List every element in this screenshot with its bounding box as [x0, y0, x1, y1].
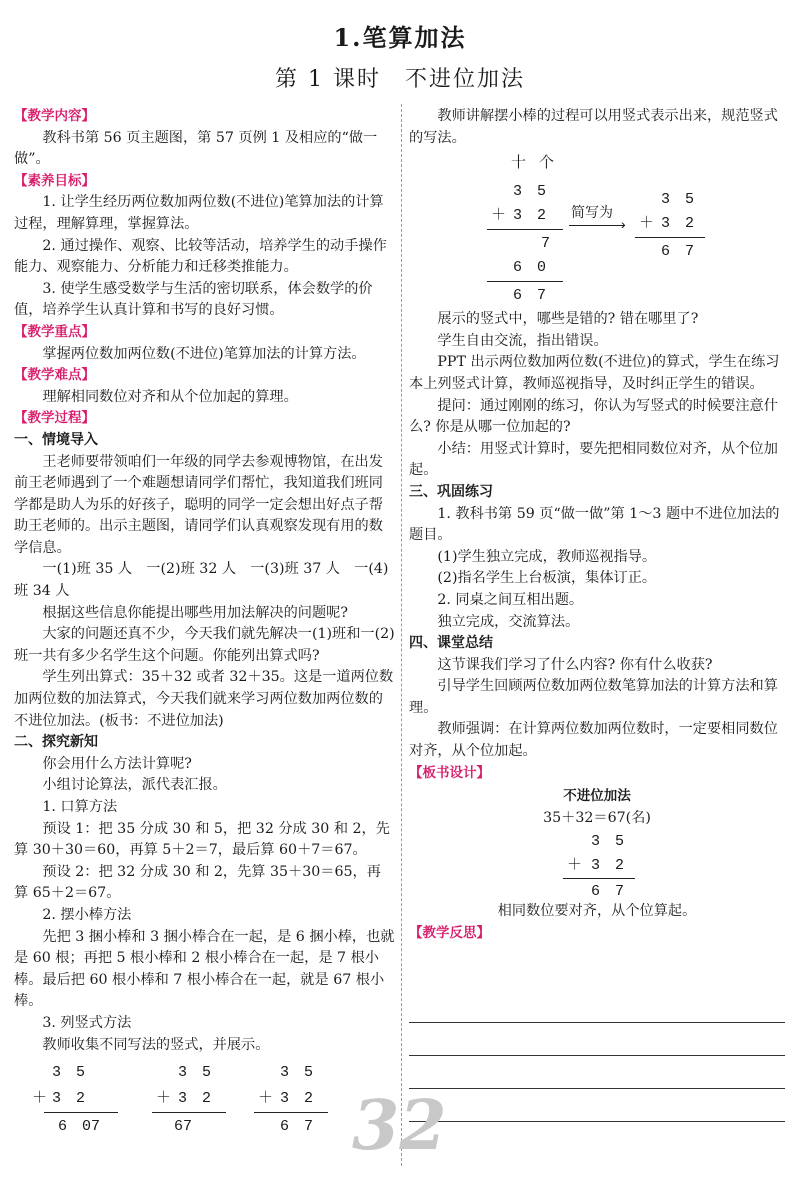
goal-1: 1. 让学生经历两位数加两位数(不进位)笔算加法的计算过程，理解算理，掌握算法。	[14, 194, 384, 232]
column-divider	[401, 104, 402, 1166]
problem-paragraph: 大家的问题还真不少，今天我们就先解决一(1)班和一(2)班一共有多少名学生这个问题。你能列出算式吗?	[14, 626, 395, 664]
ask-paragraph: 提问：通过刚刚的练习，你认为写竖式的时候要注意什么? 你是从哪一位加起的?	[409, 397, 778, 436]
ones-label: 个	[539, 155, 555, 173]
board-vertical-form	[409, 829, 785, 901]
standard-vertical-form	[409, 149, 785, 309]
ppt-paragraph: PPT 出示两位数加两位数(不进位)的算式，学生在练习本上列竖式计算，教师巡视指导，及时纠正学生的错误。	[409, 354, 780, 392]
practice-1b: (2)指名学生上台板演，集体订正。	[437, 570, 657, 587]
reflection-tag: 【教学反思】	[409, 925, 490, 942]
page-number: 32	[352, 1086, 447, 1166]
process-tag: 【教学过程】	[14, 410, 95, 427]
board-equation: 35＋32＝67(名)	[543, 809, 651, 826]
group-discussion: 小组讨论算法，派代表汇报。	[42, 777, 227, 794]
section-2-heading: 二、探究新知	[14, 734, 98, 751]
right-column	[409, 106, 785, 945]
student-exchange: 学生自由交流，指出错误。	[437, 332, 608, 349]
vertical-method-heading: 3. 列竖式方法	[42, 1014, 132, 1031]
class-info: 一(1)班 35 人 一(2)班 32 人 一(3)班 37 人 一(4)班 34 人	[14, 561, 389, 600]
preset-1: 预设 1：把 35 分成 30 和 5，把 32 分成 30 和 2，先算 30＋30＝60，再算 5＋2＝7，最后算 60＋7＝67。	[14, 820, 390, 859]
board-plus-sign: ＋	[567, 857, 583, 875]
goal-3: 3. 使学生感受数学与生活的密切联系，体会数学的价值，培养学生认真计算和书写的良好习惯。	[14, 280, 373, 319]
section-3-heading: 三、巩固练习	[409, 483, 493, 500]
short-form-label: 简写为	[571, 205, 613, 222]
preset-2: 预设 2：把 32 分成 30 和 2，先算 35＋30＝65，再算 65＋2＝67。	[14, 863, 381, 902]
arrow-right-icon: ›	[619, 218, 628, 235]
chapter-title: 1.笔算加法	[333, 23, 467, 52]
board-tag: 【板书设计】	[409, 764, 490, 781]
ex2-plus-sign: ＋	[156, 1090, 172, 1108]
oral-method-heading: 1. 口算方法	[42, 799, 118, 815]
board-addend-2: 3 2	[591, 857, 625, 875]
ex3-result: 6 7	[280, 1118, 314, 1136]
short-line	[635, 237, 705, 238]
difficulty-text: 理解相同数位对齐和从个位加起的算理。	[42, 388, 298, 405]
reflection-line-3[interactable]	[409, 1088, 785, 1089]
arrow-shaft	[569, 225, 625, 226]
content-text: 教科书第 56 页主题图，第 57 页例 1 及相应的“做一做”。	[14, 129, 378, 168]
ex1-addend-2: 3 2	[52, 1090, 86, 1108]
vf-line-1	[487, 229, 563, 230]
practice-1: 1. 教科书第 59 页“做一做”第 1～3 题中不进位加法的题目。	[409, 505, 780, 544]
key-tag: 【教学重点】	[14, 323, 95, 340]
practice-2a: 独立完成，交流算法。	[437, 613, 580, 630]
short-plus-sign: ＋	[639, 215, 655, 233]
lesson-title: 第 1 课时 不进位加法	[275, 67, 525, 92]
ex3-line	[254, 1112, 328, 1113]
content-tag: 【教学内容】	[14, 108, 95, 124]
board-title: 不进位加法	[563, 788, 631, 805]
vf-addend-1: 3 5	[513, 183, 547, 201]
ex2-result: 67	[174, 1118, 193, 1136]
vertical-collection: 教师收集不同写法的竖式，并展示。	[42, 1036, 270, 1053]
practice-2: 2. 同桌之间互相出题。	[437, 591, 584, 608]
board-note: 相同数位要对齐，从个位算起。	[497, 903, 697, 920]
left-column	[14, 106, 395, 1144]
short-addend-2: 3 2	[661, 215, 695, 233]
short-addend-1: 3 5	[661, 191, 695, 209]
error-question: 展示的竖式中，哪些是错的? 错在哪里了?	[437, 311, 699, 328]
method-question: 你会用什么方法计算呢?	[42, 755, 192, 772]
ex1-plus-sign: ＋	[32, 1090, 48, 1108]
review-guide: 引导学生回顾两位数加两位数笔算加法的计算方法和算理。	[409, 678, 778, 716]
sticks-method-heading: 2. 摆小棒方法	[42, 906, 132, 923]
tens-label: 十	[511, 155, 527, 173]
vf-plus-sign: ＋	[491, 207, 507, 225]
board-addend-1: 3 5	[591, 833, 625, 851]
ex3-addend-2: 3 2	[280, 1090, 314, 1108]
key-text: 掌握两位数加两位数(不进位)笔算加法的计算方法。	[42, 345, 366, 362]
short-sum: 6 7	[661, 243, 695, 261]
summary-paragraph: 小结：用竖式计算时，要先把相同数位对齐，从个位加起。	[409, 440, 778, 479]
question-paragraph: 根据这些信息你能提出哪些用加法解决的问题呢?	[42, 604, 348, 621]
intro-paragraph: 王老师要带领咱们一年级的同学去参观博物馆，在出发前王老师遇到了一个难题想请同学们帮忙，我知道我们班同学都是助人为乐的好孩子，聪明的同学一定会想出好点子帮助王老师的。出示主题图，请同学们认真观察发现有用的数学信息。	[14, 453, 383, 556]
vf-sum: 6 7	[513, 287, 547, 305]
sticks-paragraph: 先把 3 捆小棒和 3 捆小棒合在一起，是 6 捆小棒，也就是 60 根；再把 5 根小棒和 2 根小棒合在一起，是 7 根小棒。最后把 60 根小棒和 7 根小棒合在一起，就是 67 根小棒。	[14, 928, 395, 1010]
reflection-line-1[interactable]	[409, 1022, 785, 1023]
ex1-line	[44, 1112, 118, 1113]
ex1-result: 6 07	[58, 1118, 101, 1136]
goal-2: 2. 通过操作、观察、比较等活动，培养学生的动手操作能力、观察能力、分析能力和迁移类推能力。	[14, 237, 387, 276]
student-vertical-forms	[14, 1060, 395, 1144]
section-4-heading: 四、课堂总结	[409, 635, 493, 652]
ex2-addend-1: 3 5	[178, 1064, 212, 1082]
practice-1a: (1)学生独立完成，教师巡视指导。	[437, 548, 657, 565]
board-line	[563, 878, 635, 879]
goals-tag: 【素养目标】	[14, 172, 95, 189]
review-question: 这节课我们学习了什么内容? 你有什么收获?	[437, 656, 713, 673]
vf-line-2	[487, 281, 563, 282]
ex3-plus-sign: ＋	[258, 1090, 274, 1108]
board-sum: 6 7	[591, 883, 625, 901]
vf-partial-ones: 7	[541, 235, 551, 253]
ex1-addend-1: 3 5	[52, 1064, 86, 1082]
reflection-line-2[interactable]	[409, 1055, 785, 1056]
teacher-emphasis: 教师强调：在计算两位数加两位数时，一定要相同数位对齐，从个位加起。	[409, 721, 778, 760]
difficulty-tag: 【教学难点】	[14, 367, 95, 384]
explain-paragraph: 教师讲解摆小棒的过程可以用竖式表示出来，规范竖式的写法。	[409, 108, 778, 146]
ex3-addend-1: 3 5	[280, 1064, 314, 1082]
equation-paragraph: 学生列出算式：35＋32 或者 32＋35。这是一道两位数加两位数的加法算式，今天我们就来学习两位数加两位数的不进位加法。(板书：不进位加法)	[14, 669, 394, 729]
reflection-line-4[interactable]	[409, 1121, 785, 1122]
vf-addend-2: 3 2	[513, 207, 547, 225]
vf-partial-tens: 6 0	[513, 259, 547, 277]
ex2-addend-2: 3 2	[178, 1090, 212, 1108]
section-1-heading: 一、情境导入	[14, 431, 98, 448]
ex2-line	[152, 1112, 226, 1113]
